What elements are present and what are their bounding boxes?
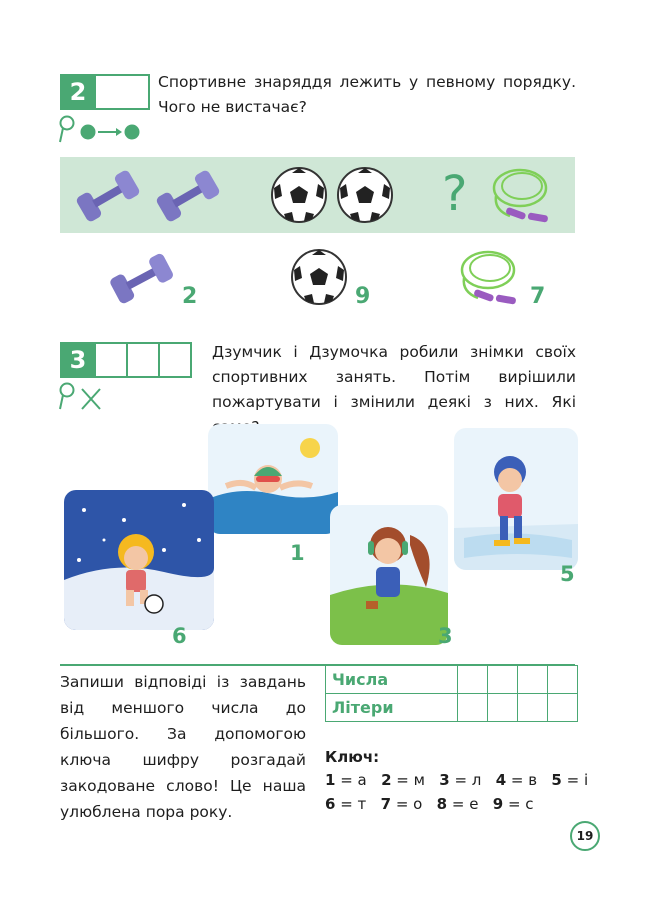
picture-label-3: 3 [438,624,453,648]
picture-label-1: 1 [290,541,305,565]
key-number: 1 [325,771,336,789]
picture-swimming[interactable] [208,424,338,534]
key-number: 7 [380,795,392,813]
task-3-answer-cell[interactable] [96,342,128,378]
answer-cell[interactable] [518,666,548,694]
soccer-ball-icon [336,166,394,224]
key-number: 2 [381,771,392,789]
option-dumbbell-icon[interactable] [106,252,180,306]
task-3-number-box [60,342,192,378]
page-number: 19 [570,821,600,851]
soccer-ball-icon [270,166,328,224]
option-jump-rope-icon[interactable] [452,242,528,314]
task-2-text: Спортивне знаряддя лежить у певному порядку. Чого не вистачає? [158,73,576,116]
picture-ice-skating[interactable] [454,428,578,570]
task-2-number-box [60,74,150,110]
answer-instructions: Запиши відповіді із завдань від меншого числа до більшого. За допомогою ключа шифру розгадай закодоване слово! Це наша улюблена пора року. [60,673,306,821]
picture-label-5: 5 [560,562,575,586]
key-letter: е [469,795,479,813]
key-number: 4 [495,771,507,789]
option-label-dumbbell: 2 [182,284,198,309]
answer-cell[interactable] [488,666,518,694]
question-mark: ? [442,166,468,222]
task-3-answer-cell[interactable] [160,342,192,378]
key-number: 5 [551,771,562,789]
task-2-answer-cell[interactable] [96,74,150,110]
key-number: 8 [436,795,448,813]
table-row [326,666,578,694]
key-number: 3 [439,771,450,789]
task-3-answer-cell[interactable] [128,342,160,378]
dumbbell-icon [152,170,224,222]
picture-summer[interactable] [330,505,448,645]
key-letter: о [413,795,423,813]
key-row-1: 1 = а 2 = м 3 = л 4 = в 5 = і [325,771,589,789]
find-mistake-icon [58,381,106,413]
key-number: 9 [492,795,504,813]
key-letter: а [357,771,367,789]
table-row [326,694,578,722]
key-letter: т [357,795,367,813]
key-letter: м [413,771,425,789]
option-soccer-ball-icon[interactable] [290,248,348,306]
key-row-2: 6 = т 7 = о 8 = е 9 = с [325,795,534,813]
jump-rope-icon [484,160,560,232]
answer-cell[interactable] [548,666,578,694]
answer-cell[interactable] [518,694,548,722]
key-letter: л [471,771,482,789]
picture-label-6: 6 [172,624,187,648]
answer-cell[interactable] [548,694,578,722]
key-letter: в [528,771,538,789]
answer-table [325,665,578,722]
option-label-ball: 9 [355,284,371,309]
key-number: 6 [325,795,336,813]
answer-cell[interactable] [488,694,518,722]
picture-winter-soccer[interactable] [64,490,214,630]
task-3-number: 3 [60,342,96,378]
pattern-icon [58,114,144,146]
dumbbell-icon [72,170,144,222]
key-title: Ключ: [325,748,380,766]
task-3-text: Дзумчик і Дзумочка робили знімки своїх спортивних занять. Потім вирішили пожартувати і змінили деякі з них. Які [212,343,576,411]
option-label-rope: 7 [530,284,546,309]
answer-cell[interactable] [458,694,488,722]
key-letter: і [583,771,589,789]
row-header-numbers: Числа [326,666,458,694]
key-letter: с [525,795,534,813]
row-header-letters: Літери [326,694,458,722]
answer-cell[interactable] [458,666,488,694]
task-2-number: 2 [60,74,96,110]
